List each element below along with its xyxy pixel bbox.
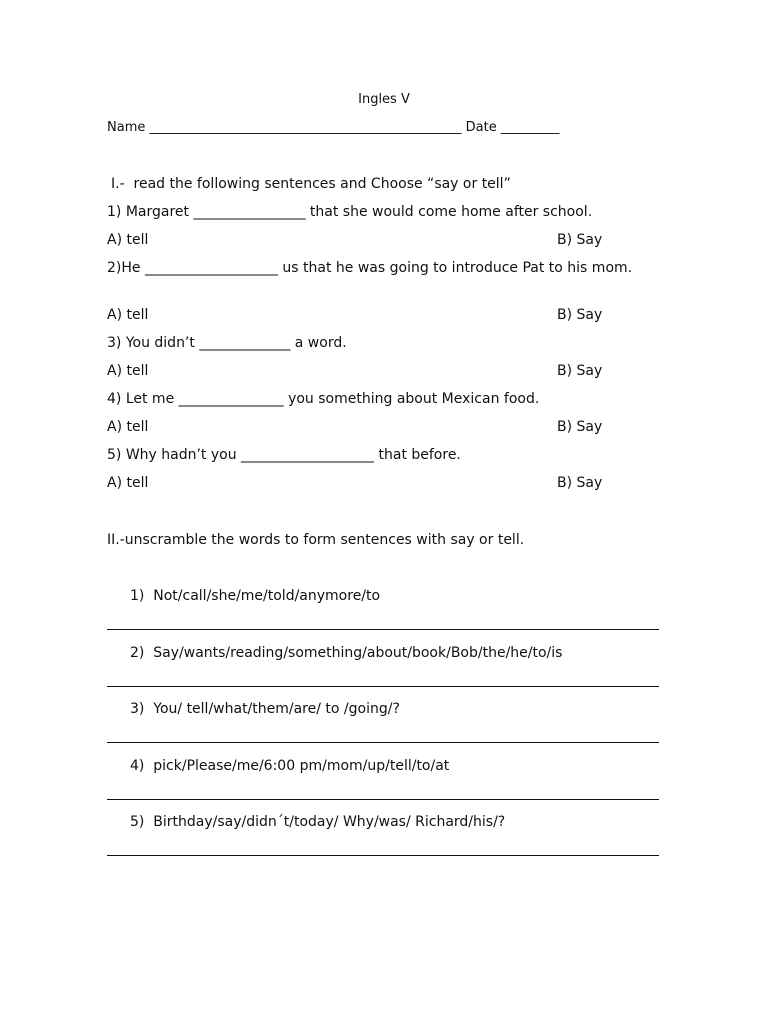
question-3-text: 3) You didn’t _____________ a word. <box>107 335 347 351</box>
scramble-item-5: 5) Birthday/say/didn´t/today/ Why/was/ Richard/his/? <box>130 814 506 830</box>
question-3-option-a: A) tell <box>107 363 149 379</box>
question-1-option-a: A) tell <box>107 232 149 248</box>
scramble-item-2: 2) Say/wants/reading/something/about/book/Bob/the/he/to/is <box>130 645 563 661</box>
question-2-option-b: B) Say <box>557 307 603 323</box>
name-date-line: Name ________________________________________________ Date _________ <box>107 120 560 135</box>
scramble-item-1: 1) Not/call/she/me/told/anymore/to <box>130 588 381 604</box>
question-5-text: 5) Why hadn’t you ___________________ that before. <box>107 447 461 463</box>
answer-line-2[interactable] <box>107 686 659 687</box>
scramble-item-4: 4) pick/Please/me/6:00 pm/mom/up/tell/to/at <box>130 758 450 774</box>
answer-line-5[interactable] <box>107 855 659 856</box>
question-4-option-b: B) Say <box>557 419 603 435</box>
question-5-option-a: A) tell <box>107 475 149 491</box>
worksheet-title: Ingles V <box>358 92 410 107</box>
answer-line-3[interactable] <box>107 742 659 743</box>
question-3-option-b: B) Say <box>557 363 603 379</box>
answer-line-4[interactable] <box>107 799 659 800</box>
section-2-heading: II.-unscramble the words to form sentences with say or tell. <box>107 532 525 548</box>
scramble-item-3: 3) You/ tell/what/them/are/ to /going/? <box>130 701 400 717</box>
section-1-heading: I.- read the following sentences and Choose “say or tell” <box>111 176 511 192</box>
question-4-option-a: A) tell <box>107 419 149 435</box>
question-4-text: 4) Let me _______________ you something about Mexican food. <box>107 391 540 407</box>
question-2-text: 2)He ___________________ us that he was going to introduce Pat to his mom. <box>107 260 633 276</box>
question-1-text: 1) Margaret ________________ that she would come home after school. <box>107 204 593 220</box>
question-2-option-a: A) tell <box>107 307 149 323</box>
question-5-option-b: B) Say <box>557 475 603 491</box>
question-1-option-b: B) Say <box>557 232 603 248</box>
answer-line-1[interactable] <box>107 629 659 630</box>
